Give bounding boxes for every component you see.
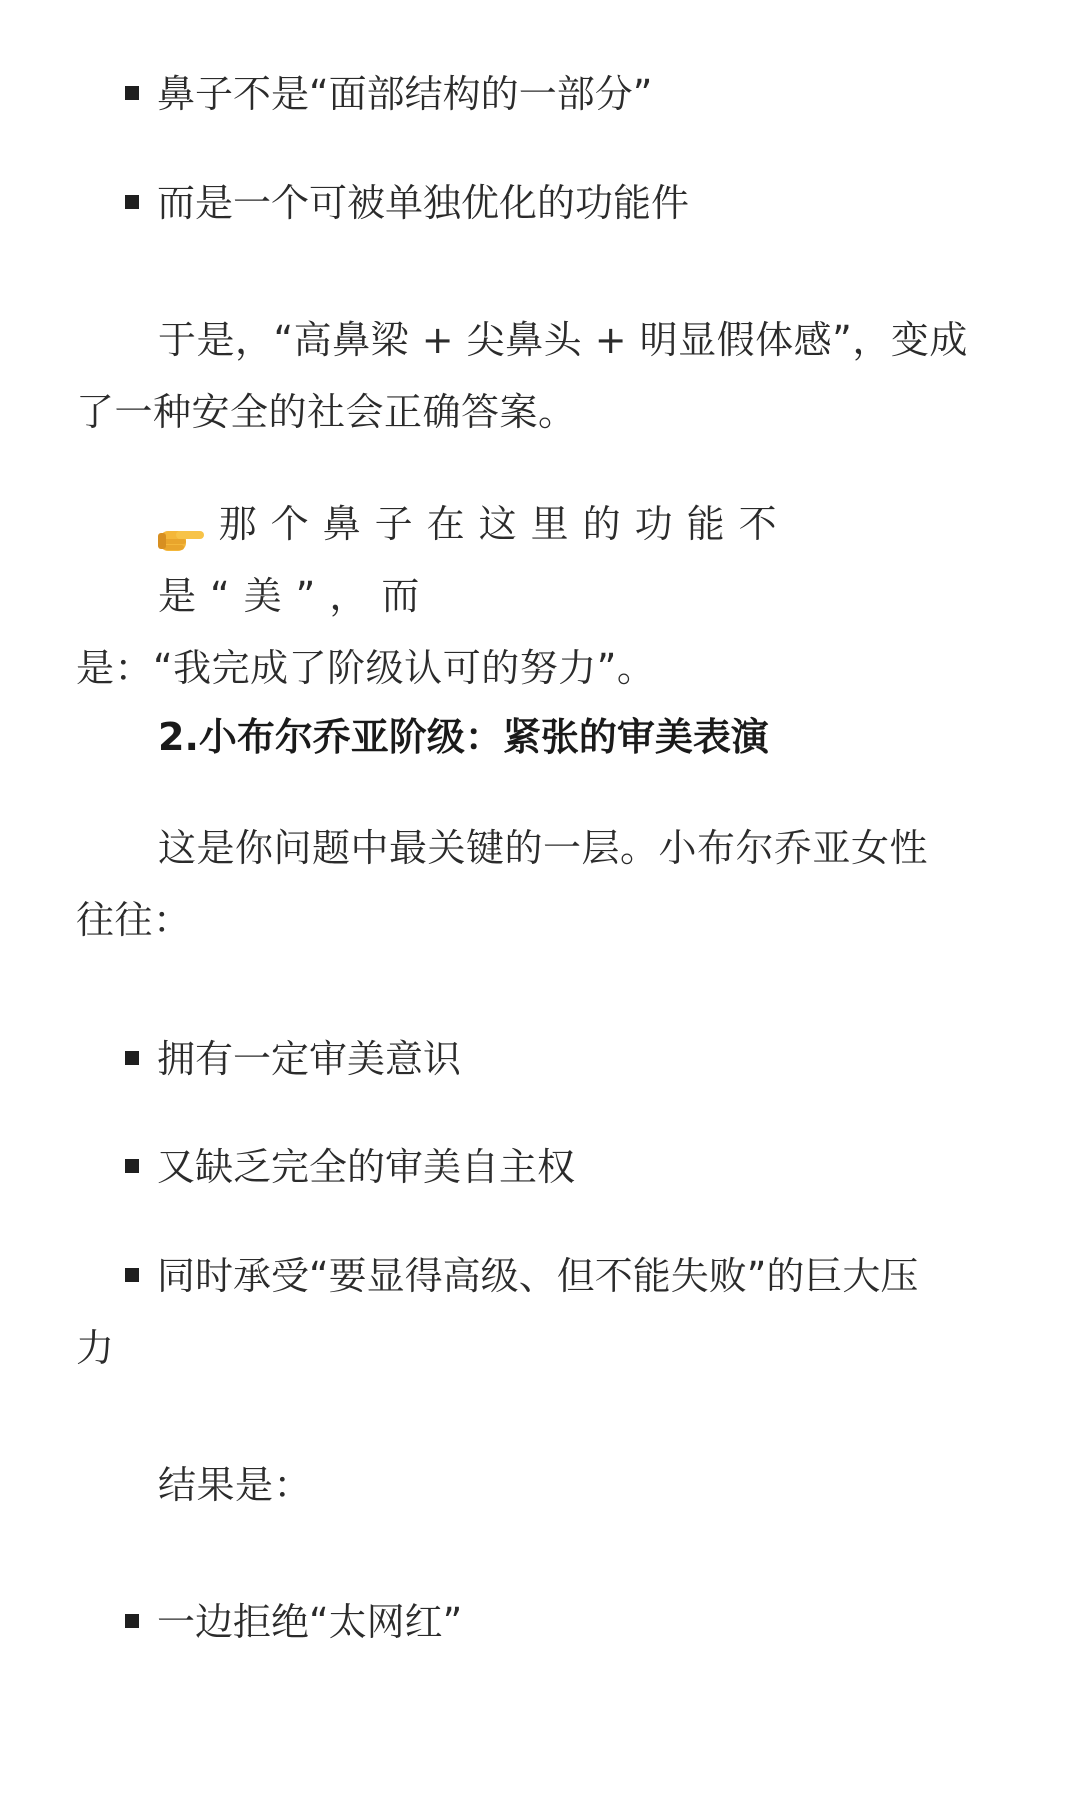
list-item [125,1023,1005,1095]
bullet-square-icon [125,1159,139,1173]
section-heading: 2.小布尔乔亚阶级：紧张的审美表演 [158,715,769,759]
paragraph-line: 是：“我完成了阶级认可的努力”。 [76,646,656,690]
list-item-text: 鼻子不是“面部结构的一部分” [157,72,653,116]
paragraph [76,812,1011,956]
list-item [125,1586,1005,1658]
bullet-square-icon [125,86,139,100]
paragraph-line: 这是你问题中最关键的一层。小布尔乔亚女性 [158,826,929,870]
paragraph-line: 了一种安全的社会正确答案。 [76,390,577,434]
paragraph-line: 于是，“高鼻梁 + 尖鼻头 + 明显假体感”，变成 [158,318,968,362]
paragraph-line-text: 那个鼻子在这里的功能不是“美”，而 [158,502,791,618]
list-item [125,1240,1005,1312]
bullet-square-icon [125,1051,139,1065]
list-item-text: 一边拒绝“太网红” [157,1600,463,1644]
paragraph-line [76,488,1011,632]
paragraph-line: 结果是： [158,1463,313,1507]
bullet-square-icon [125,1614,139,1628]
list-item-continuation: 力 [76,1326,115,1370]
list-item-text: 同时承受“要显得高级、但不能失败”的巨大压 [157,1254,919,1298]
bullet-square-icon [125,195,139,209]
paragraph [76,304,1011,448]
list-item [125,1131,1005,1203]
list-item [125,58,1005,130]
list-item-text: 又缺乏完全的审美自主权 [157,1145,576,1189]
list-item [125,167,1005,239]
paragraph-line: 往往： [76,898,192,942]
paragraph [76,488,1011,704]
list-item-text: 而是一个可被单独优化的功能件 [157,181,690,225]
bullet-square-icon [125,1268,139,1282]
list-item-text: 拥有一定审美意识 [157,1037,462,1081]
paragraph [76,1449,1011,1521]
pointing-hand-icon [158,506,206,540]
